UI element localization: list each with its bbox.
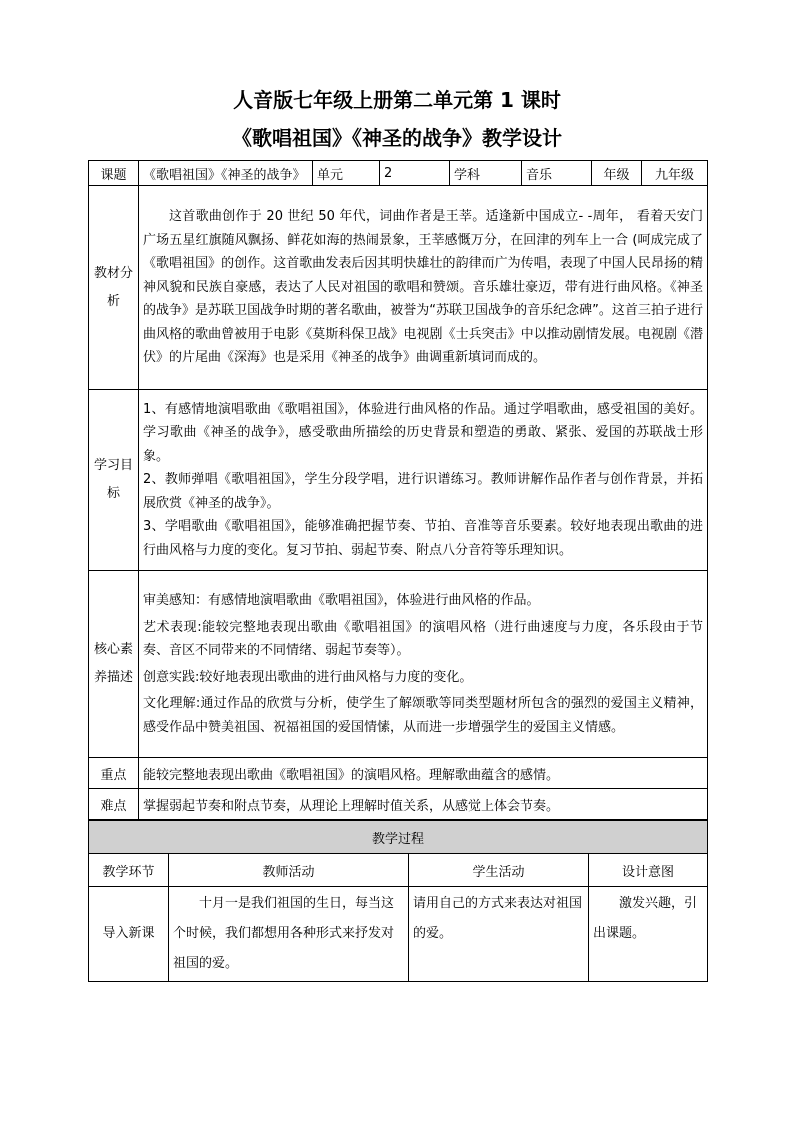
goals-row	[89, 390, 708, 571]
column-header-student: 学生活动	[409, 854, 589, 887]
key-point-text: 能较完整地表现出歌曲《歌唱祖国》的演唱风格。理解歌曲蕴含的感情。	[139, 758, 708, 789]
document-subtitle: 《歌唱祖国》《神圣的战争》教学设计	[232, 126, 562, 150]
key-point-row	[89, 758, 708, 789]
literacy-item: 艺术表现:能较完整地表现出歌曲《歌唱祖国》的演唱风格（进行曲速度与力度，各乐段由于节奏、音区不同带来的不同情绪、弱起节奏等）。	[143, 619, 703, 658]
document-title: 人音版七年级上册第二单元第 1 课时	[233, 88, 561, 112]
material-row	[89, 186, 708, 390]
header-row	[89, 161, 708, 186]
stage-cell: 导入新课	[89, 887, 169, 982]
process-header-row	[89, 854, 708, 887]
literacy-item: 文化理解:通过作品的欣赏与分析，使学生了解颂歌等同类型题材所包含的强烈的爱国主义精神，感受作品中赞美祖国、祝福祖国的爱国情愫，从而进一步增强学生的爱国主义情感。	[143, 696, 703, 735]
student-activity-cell: 请用自己的方式来表达对祖国的爱。	[409, 887, 589, 982]
column-header-teacher: 教师活动	[169, 854, 409, 887]
column-header-intent: 设计意图	[589, 854, 708, 887]
difficulty-label: 难点	[89, 789, 139, 820]
unit-value: 2	[380, 161, 450, 186]
unit-label: 单元	[313, 161, 380, 186]
key-point-label: 重点	[89, 758, 139, 789]
material-text: 这首歌曲创作于 20 世纪 50 年代，词曲作者是王莘。适逢新中国成立- -周年， 看着天安门广场五星红旗随风飘扬、鲜花如海的热闹景象，王莘感慨万分，在回津的列车上一合 (呵成完成了《歌唱祖国》的创作。这首歌曲发表后因其明快雄壮的韵律而广为传唱，表现了中国人民昂扬的精神风貌和民族自豪感，表达了人民对祖国的歌唱和赞颂。音乐雄壮豪迈，带有进行曲风格。《神圣的战争》是苏联卫国战争时期的著名歌曲，被誉为“苏联卫国战争的音乐纪念碑”。这首三拍子进行曲风格的歌曲曾被用于电影《莫斯科保卫战》电视剧《士兵突击》中以推动剧情发展。电视剧《潜伏》的片尾曲《深海》也是采用《神圣的战争》曲调重新填词而成的。	[139, 186, 708, 390]
grade-value: 九年级	[642, 161, 708, 186]
process-row	[89, 887, 708, 982]
material-label: 教材分析	[89, 186, 139, 390]
intent-cell: 激发兴趣，引出课题。	[589, 887, 708, 982]
literacy-label: 核心素养描述	[89, 571, 139, 758]
process-title: 教学过程	[89, 821, 708, 854]
column-header-stage: 教学环节	[89, 854, 169, 887]
difficulty-text: 掌握弱起节奏和附点节奏，从理论上理解时值关系，从感觉上体会节奏。	[139, 789, 708, 820]
difficulty-row	[89, 789, 708, 820]
goals-cell	[139, 390, 708, 571]
teacher-activity-cell: 十月一是我们祖国的生日，每当这个时候，我们都想用各种形式来抒发对祖国的爱。	[169, 887, 409, 982]
topic-label: 课题	[89, 161, 139, 186]
goal-item: 2、教师弹唱《歌唱祖国》，学生分段学唱，进行识谱练习。教师讲解作品作者与创作背景，并拓展欣赏《神圣的战争》。	[143, 472, 703, 511]
process-title-row	[89, 821, 708, 854]
lesson-info-table	[88, 160, 708, 820]
literacy-cell	[139, 571, 708, 758]
grade-label: 年级	[592, 161, 642, 186]
teaching-process-table	[88, 820, 708, 982]
subject-value: 音乐	[522, 161, 592, 186]
literacy-item: 审美感知：有感情地演唱歌曲《歌唱祖国》，体验进行曲风格的作品。	[143, 593, 540, 608]
subject-label: 学科	[450, 161, 522, 186]
topic-value: 《歌唱祖国》《神圣的战争》	[139, 161, 313, 186]
literacy-item: 创意实践:较好地表现出歌曲的进行曲风格与力度的变化。	[143, 669, 473, 685]
goal-item: 1、有感情地演唱歌曲《歌唱祖国》，体验进行曲风格的作品。通过学唱歌曲，感受祖国的美好。学习歌曲《神圣的战争》，感受歌曲所描绘的历史背景和塑造的勇敢、紧张、爱国的苏联战士形象。	[143, 401, 703, 464]
goal-item: 3、学唱歌曲《歌唱祖国》，能够准确把握节奏、节拍、音准等音乐要素。较好地表现出歌曲的进行曲风格与力度的变化。复习节拍、弱起节奏、附点八分音符等乐理知识。	[143, 519, 703, 558]
goals-label: 学习目标	[89, 390, 139, 571]
literacy-row	[89, 571, 708, 758]
